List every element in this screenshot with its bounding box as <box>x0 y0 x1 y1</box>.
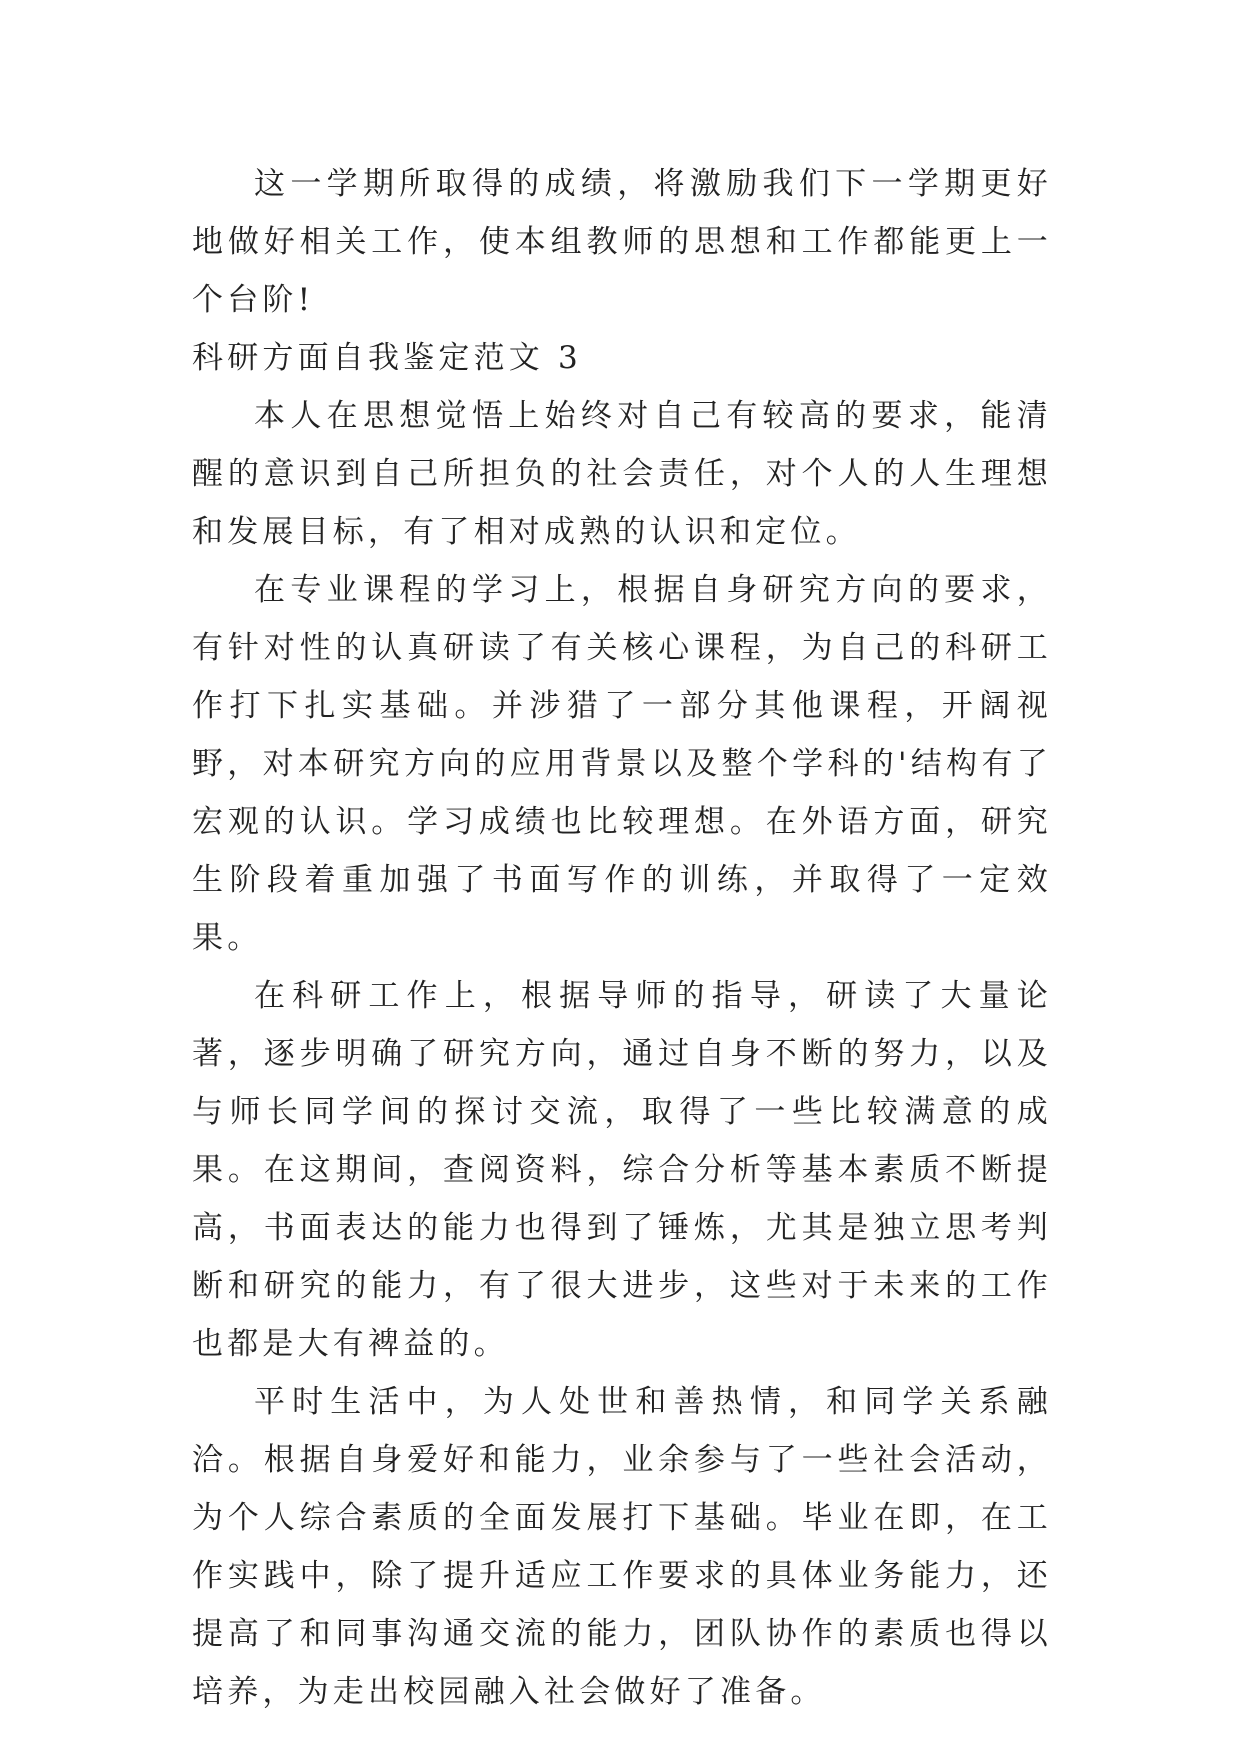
body-paragraph-2: 在专业课程的学习上，根据自身研究方向的要求，有针对性的认真研读了有关核心课程，为自己的科研工作打下扎实基础。并涉猎了一部分其他课程，开阔视野，对本研究方向的应用背景以及整个学科的'结构有了宏观的认识。学习成绩也比较理想。在外语方面，研究生阶段着重加强了书面写作的训练，并取得了一定效果。 <box>192 572 1052 956</box>
body-paragraph-3: 在科研工作上，根据导师的指导，研读了大量论著，逐步明确了研究方向，通过自身不断的努力，以及与师长同学间的探讨交流，取得了一些比较满意的成果。在这期间，查阅资料，综合分析等基本素质不断提高，书面表达的能力也得到了锤炼，尤其是独立思考判断和研究的能力，有了很大进步，这些对于未来的工作也都是大有裨益的。 <box>192 978 1052 1362</box>
body-paragraph-1: 本人在思想觉悟上始终对自己有较高的要求，能清醒的意识到自己所担负的社会责任，对个人的人生理想和发展目标，有了相对成熟的认识和定位。 <box>192 398 1052 550</box>
intro-paragraph: 这一学期所取得的成绩，将激励我们下一学期更好地做好相关工作，使本组教师的思想和工作都能更上一个台阶! <box>192 166 1052 318</box>
section-heading: 科研方面自我鉴定范文 3 <box>192 340 582 376</box>
document-page <box>192 155 1052 1721</box>
body-paragraph-4: 平时生活中，为人处世和善热情，和同学关系融洽。根据自身爱好和能力，业余参与了一些社会活动，为个人综合素质的全面发展打下基础。毕业在即，在工作实践中，除了提升适应工作要求的具体业务能力，还提高了和同事沟通交流的能力，团队协作的素质也得以培养，为走出校园融入社会做好了准备。 <box>192 1384 1052 1710</box>
